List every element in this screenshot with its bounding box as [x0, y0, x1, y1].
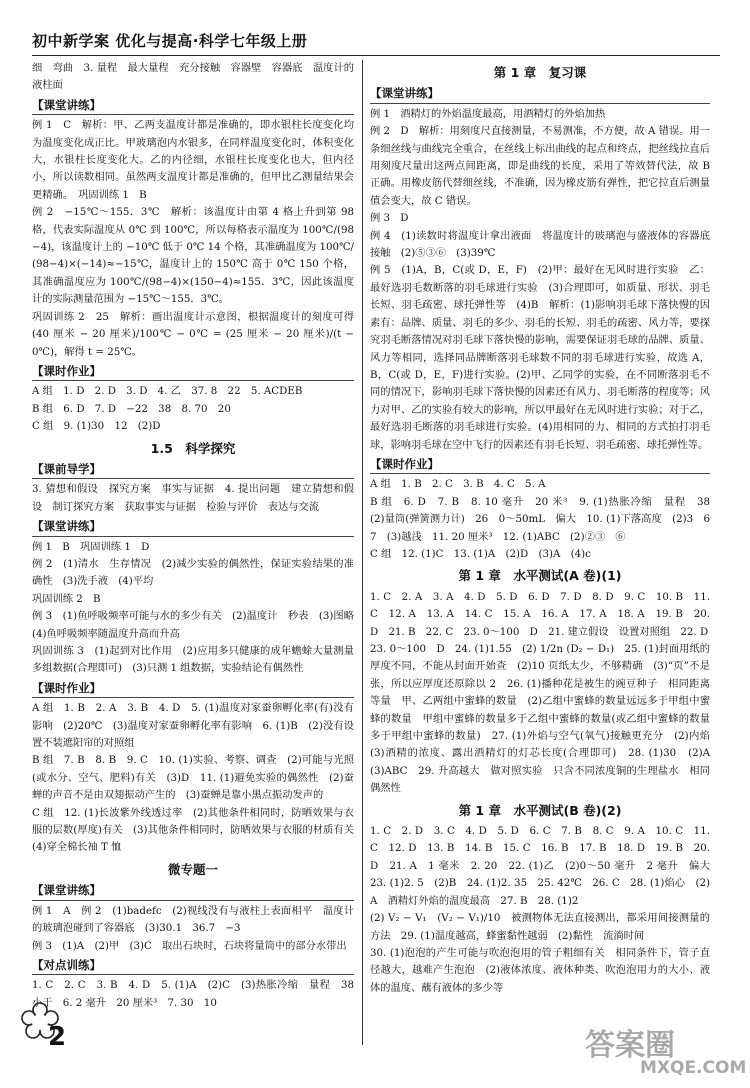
section-heading: 【课前导学】 [32, 461, 354, 479]
chapter-title: 第 1 章 复习课 [493, 65, 587, 80]
chapter-title: 第 1 章 水平测试(A 卷)(1) [458, 568, 622, 584]
answer-paragraph: A 组 1. B 2. A 3. B 4. D 5. (1)温度对家蚕卵孵化率(有)没有影响 (2)20℃ (3)温度对家蚕卵孵化率有影响 6. (1)B (2)没有设置不装遮阳帘的对照组 [32, 702, 354, 750]
answer-paragraph: 例 4 (1)读数时将温度计拿出液面 将温度计的玻璃泡与盛液体的容器底接触 (2)⑤③⑥ (3)39℃ [370, 229, 710, 260]
answer-paragraph: A 组 1. B 2. C 3. B 4. C 5. A [370, 478, 546, 491]
answer-paragraph: 例 3 (1)鱼呼吸频率可能与水的多少有关 (2)温度计 秒表 (3)图略 (4)鱼呼吸频率随温度升高而升高 [32, 610, 365, 640]
answer-paragraph: 巩固训练 2 B [32, 592, 101, 605]
chapter-title: 微专题一 [167, 861, 218, 877]
answer-paragraph: (2) V₂ − V₁ (V₂ − V₁)/10 被测物体无法直接测出，都采用间接测量的方法 29. (1)温度越高，蜂蜜黏性越弱 (2)黏性 流淌时间 [370, 912, 710, 942]
header-rule [32, 55, 720, 56]
answer-paragraph: B 组 7. B 8. B 9. C 10. (1)实验、考察、调查 (2)可能与光照(或水分、空气、肥料)有关 (3)D 11. (1)避免实验的偶然性 (2)蚕蝉的声音不是由双翅振动产生的 (3)蚕蝉是靠小黑点振动发声的 [32, 754, 354, 802]
answer-paragraph: 1. C 2. C 3. B 4. D 5. (1)A (2)C (3)热胀冷缩 量程 38 小于 6. 2 毫升 20 厘米³ 7. 30 10 [32, 979, 365, 1009]
answer-paragraph: 1. C 2. D 3. C 4. D 5. D 6. C 7. B 8. C 9. A 10. C 11. C 12. D 13. B 14. B 15. C 16. B 17. B 18. D 19. B 20. D 21. A 1 毫米 2. 20 22. (1)乙 (2)0～50 毫升 2 毫升 偏大 23. (1)2. 5 (2)B 24. (1)2. 35 25. 42℃ 26. C 28. (1)焰心 (2)A 酒精灯外焰的温度最高 27. B 28. (1)2 [370, 825, 721, 907]
section-heading: 【课时作业】 [370, 456, 710, 474]
answer-paragraph: 例 1 B 巩固训练 1 D [32, 540, 150, 553]
answer-paragraph: C 组 9. (1)30 12 (2)D [32, 420, 161, 433]
section-heading: 【课堂讲练】 [32, 518, 354, 536]
answer-paragraph: 例 2 D 解析：用刻度尺直接测量，不易测准，不方便，故 A 错误。用一条细丝线与曲线完全重合，在丝线上标出曲线的起点和终点，把丝线拉直后用刻度尺量出这两点间距离，即是曲线的长度，采用了等效替代法，故 B 正确。用橡皮筋代替细丝线，不准确，因为橡皮筋有弹性，把它拉直后测量值会变大，故 C 错误。 [370, 125, 710, 207]
answer-paragraph: 例 2 (1)清水 生存情况 (2)减少实验的偶然性，保证实验结果的准确性 (3)洗手液 (4)平均 [32, 557, 354, 588]
answer-paragraph: 30. (1)泡泡的产生可能与吹泡泡用的管子粗细有关 相同条件下，管子直径越大，越难产生泡泡 (2)液体浓度、液体种类、吹泡泡用力的大小、液体的温度、蘸有液体的多少等 [370, 946, 710, 994]
section-heading: 【课堂讲练】 [32, 882, 354, 900]
answer-paragraph: 例 2 −15℃～155．3℃ 解析：该温度计由第 4 格上升到第 98 格，代表实际温度从 0℃ 到 100℃，所以每格表示温度为 100℃/(98−4)，该温度计上的 −10℃ 低于 0℃ 14 个格，其准确温度为 100℃/(98−4)×(−14)≈−15℃，温度计上的 150℃ 高于 0℃ 150 个格，其准确温度应为 100℃/(98−4)×(150−4)≈155．3℃，因此该温度计的实际测量范围为 −15℃～155．3℃。 [32, 206, 354, 306]
answer-paragraph: 细 弯曲 3. 量程 最大量程 充分接触 容器壁 容器底 温度计的液柱面 [32, 62, 354, 92]
answer-paragraph: 1. C 2. A 3. A 4. D 5. D 6. D 7. D 8. D 9. C 10. B 11. C 12. A 13. A 14. C 15. A 16. A 17. A 18. A 19. B 20. D 21. B 22. C 23. 0～100 D 21. 建立假设 设置对照组 22. D [370, 590, 710, 638]
answer-paragraph: 巩固训练 3 (1)起到对比作用 (2)应用多只健康的成年蟾蜍大量测量多组数据(合理即可) (3)只测 1 组数据，实验结论有偶然性 [32, 645, 354, 675]
section-heading: 【课堂讲练】 [370, 85, 710, 103]
answer-paragraph: 例 1 A 例 2 (1)badefc (2)视线没有与液柱上表面相平 温度计的玻璃泡碰到了容器底 (3)30.1 36.7 −3 [32, 904, 354, 935]
section-heading: 【对点训练】 [32, 957, 354, 975]
answer-paragraph: B 组 6. D 7. D −22 38 8. 70 20 [32, 402, 231, 415]
answer-paragraph: 例 3 D [370, 212, 409, 225]
answer-paragraph: 例 3 (1)A (2)甲 (3)C 取出石块时，石块将量筒中的部分水带出 [32, 939, 347, 952]
answer-paragraph: 例 1 C 解析：甲、乙两支温度计都是准确的，即水银柱长度变化均为温度变化成正比。甲玻璃泡内水银多，在同样温度变化时，体积变化大，水银柱长度变化大。乙的内径细，水银柱长度变化也大，但内径小，所以读数相同。虽然两支温度计都是准确的，但甲比乙测量结果会更精确。 巩固训练 1 B [32, 119, 354, 201]
answer-paragraph: 23. 0～100 D 24. (1)1.55 (2) 1/2n (D₂ − D₁) 25. (1)封面用纸的厚度不同，不能从封面开始查 (2)10 页纸太少，不够精确 (3)“页”不是张，所以应厚度还原除以 2 26. (1)播种花是被生的豌豆种子 相同距离 等量 甲、乙两组中蜜蜂的数量 (2)乙组中蜜蜂的数量远远多于甲组中蜜蜂的数量 甲组中蜜蜂的数量多于乙组中蜜蜂的数量(或乙组中蜜蜂的数量多于甲组中蜜蜂的数量) 27. (1)外焰与空气(氧气)接触更充分 (2)内焰 (3)酒精的浓度、露出酒精灯的灯芯长度(合理即可) 28. (1)30 (2)A (3)ABC 29. 升高越大 做对照实验 只含不同浓度铜的生理盐水 相同 偶然性 [370, 643, 721, 795]
answer-paragraph: 3. 猜想和假设 探究方案 事实与证据 4. 提出问题 建立猜想和假设 制订探究方案 获取事实与证据 检验与评价 表达与交流 [32, 483, 354, 513]
answer-paragraph: 例 5 (1)A，B，C(或 D，E，F) (2)甲：最好在无风时进行实验 乙：最好选羽毛数断落的羽毛球进行实验 (3)合理即可，如质量、形状、羽毛长短、羽毛疏密、球托弹性等 (4)B 解析：(1)影响羽毛球下落快慢的因素有：品牌、质量、羽毛的多少、羽毛的长短、羽毛的疏密、风力等，要探究羽毛断落情况对羽毛球下落快慢的影响，需要保证羽毛球的品牌、质量、风力等相同，选择同品牌断落羽毛球数不同的羽毛球进行实验，故选 A，B，C(或 D，E，F)进行实验。(2)甲、乙同学的实验，在不同断落羽毛不同的情况下，影响羽毛球下落快慢的因素还有风力、羽毛断落的程度等；风力对甲、乙的实验有较大的影响，所以甲最好在无风时进行实验；对于乙，最好选羽毛断落的羽毛球进行实验。(4)用相同的力、相同的方式拍打羽毛球，影响羽毛球在空中飞行的因素还有羽毛长短、羽毛疏密、球托弹性等。 [370, 264, 710, 451]
right-column [370, 60, 721, 997]
answer-paragraph: C 组 12. (1)长波紫外线透过率 (2)其他条件相同时，防晒效果与衣服的层数(厚度)有关 (3)其他条件相同时，防晒效果与衣服的材质有关 (4)穿全棉长袖 T 恤 [32, 806, 365, 854]
page-header: 初中新学案 优化与提高·科学七年级上册 [32, 32, 308, 50]
left-column [32, 60, 365, 1012]
answer-paragraph: 巩固训练 2 25 解析：画出温度计示意图，根据温度计的刻度可得 (40 厘米 − 20 厘米)/100℃ − 0℃ = (25 厘米 − 20 厘米)/(t − 0℃)，解得 t = 25℃。 [32, 310, 354, 358]
answer-paragraph: C 组 12. (1)C 13. (1)A (2)D (3)A (4)c [370, 547, 591, 560]
section-heading: 【课时作业】 [32, 680, 354, 698]
answer-paragraph: 例 1 酒精灯的外焰温度最高，用酒精灯的外焰加热 [370, 107, 606, 120]
chapter-title: 第 1 章 水平测试(B 卷)(2) [458, 802, 622, 818]
chapter-title: 1.5 科学探究 [150, 440, 236, 456]
watermark-url: MXQE.COM [640, 1058, 747, 1078]
section-heading: 【课堂讲练】 [32, 97, 354, 115]
section-heading: 【课时作业】 [32, 363, 354, 381]
page-number: 2 [48, 1022, 67, 1052]
watermark-logo: 答案圈 [585, 1028, 675, 1063]
answer-paragraph: A 组 1. D 2. D 3. D 4. 乙 37. 8 22 5. ACDEB [32, 385, 303, 398]
column-divider [362, 60, 363, 1045]
answer-paragraph: B 组 6. D 7. B 8. 10 毫升 20 米³ 9. (1)热胀冷缩 量程 38 (2)量筒(弹簧测力计) 26 0～50mL 偏大 10. (1)下落高度 (2)3 6 7 (3)越浅 11. 20 厘米³ 12. (1)ABC (2)②③ ⑥ [370, 495, 721, 543]
